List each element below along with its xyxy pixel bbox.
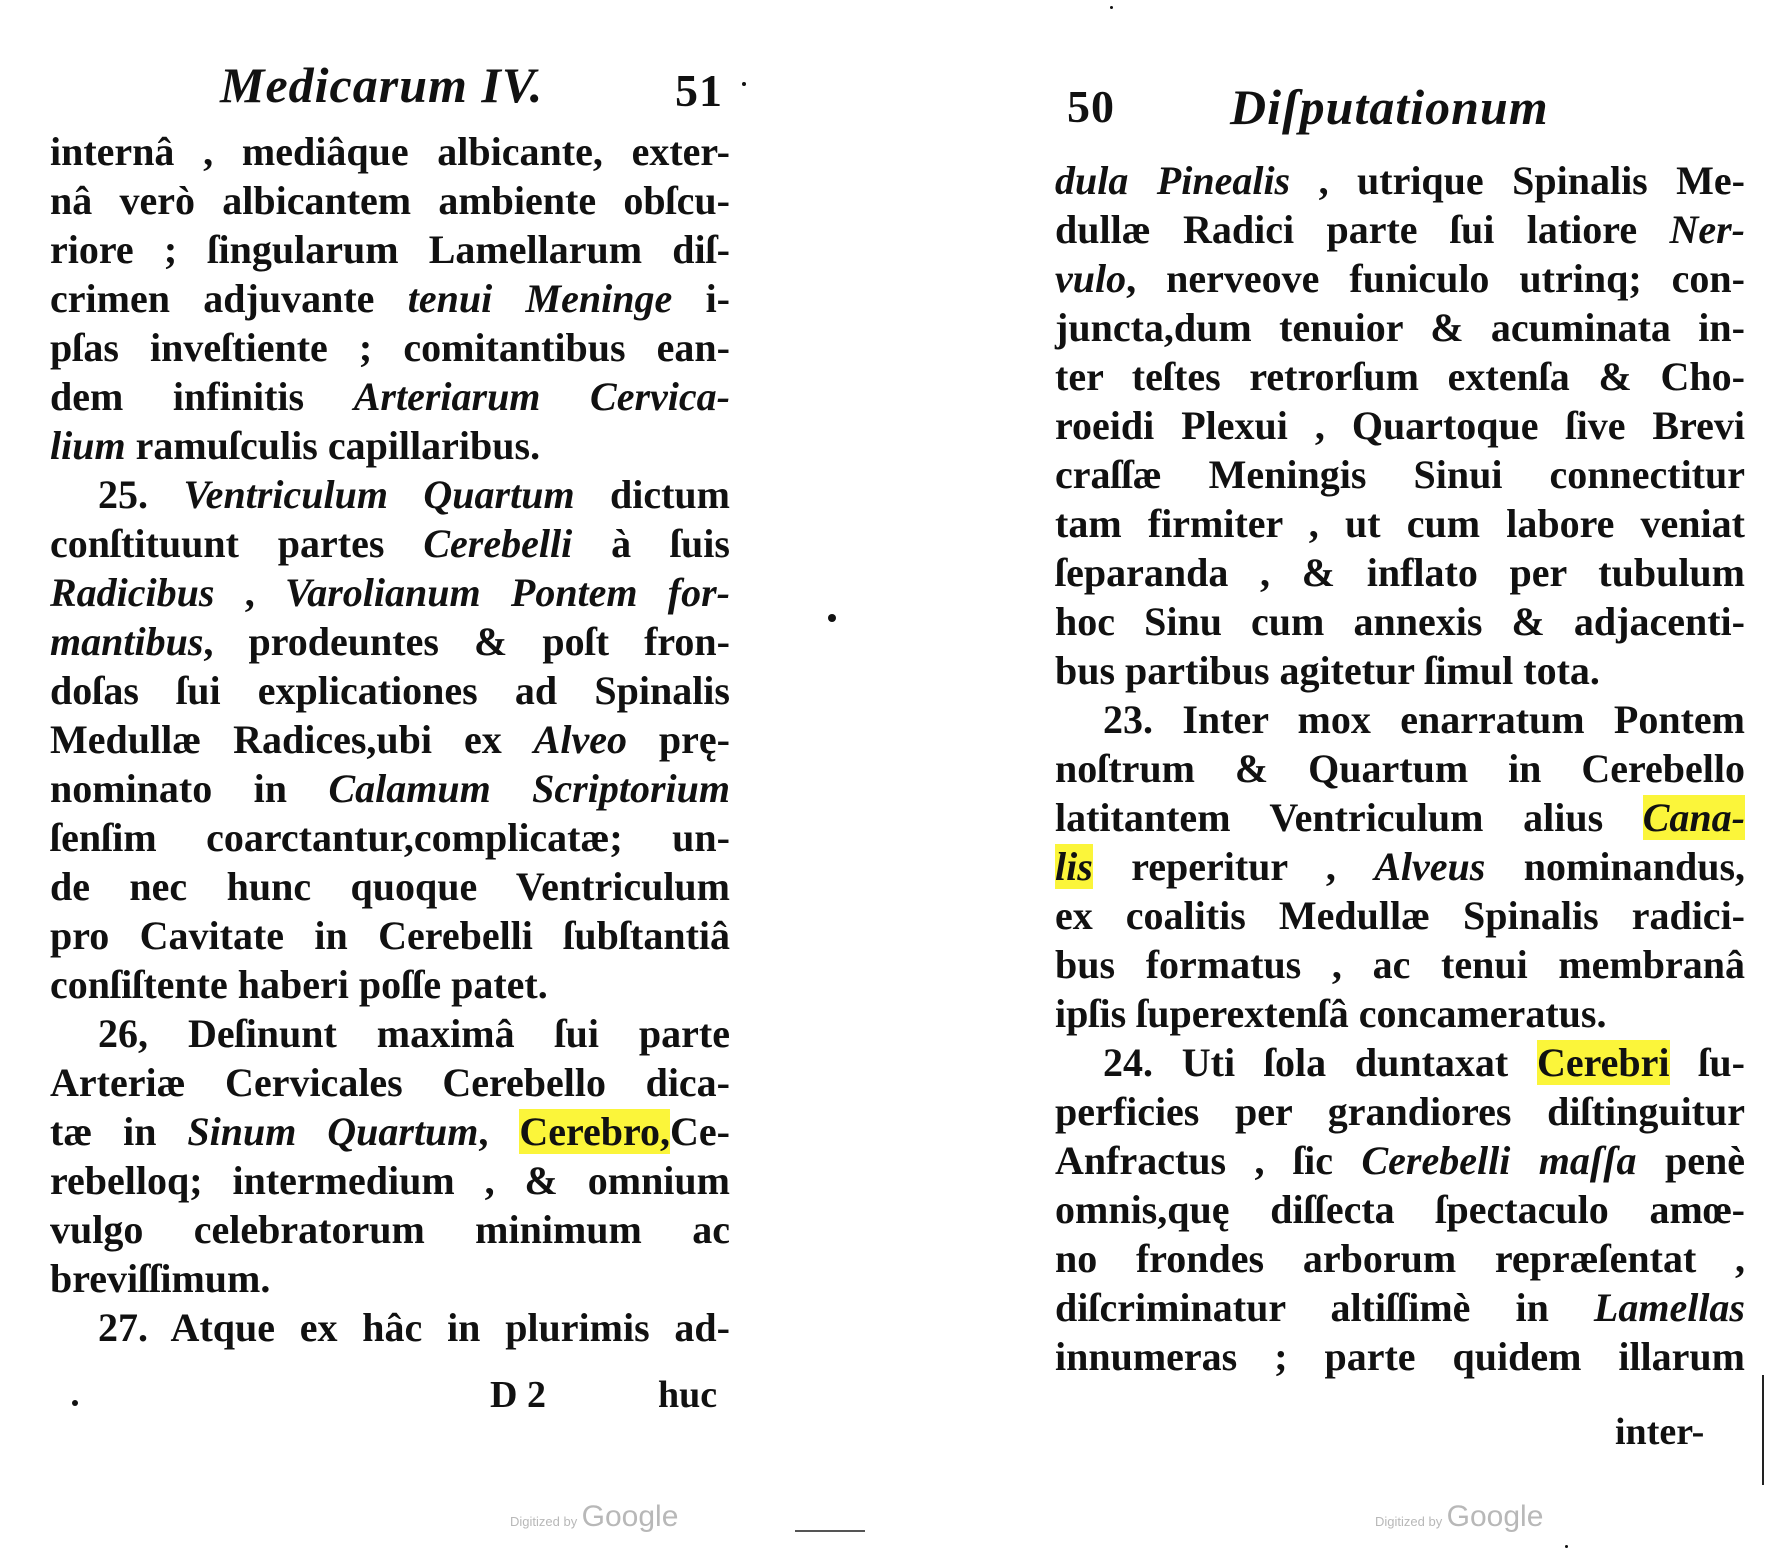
text-line: de nec hunc quoque Ventriculum (50, 864, 730, 909)
search-highlight: Cana- (1642, 795, 1745, 840)
text-line: ipſis ſuperextenſâ concameratus. (1055, 991, 1607, 1036)
text-line: perficies per grandiores diſtinguitur (1055, 1089, 1745, 1134)
running-title: Medicarum IV. (220, 57, 544, 113)
text-line: lis reperitur , Alveus nominandus, (1055, 844, 1746, 889)
search-highlight: Cerebro, (519, 1109, 671, 1154)
text-line: diſcriminatur altiſſimè in Lamellas (1055, 1285, 1745, 1330)
text-line: crimen adjuvante tenui Meninge i- (50, 276, 730, 321)
text-line: hoc Sinu cum annexis & adjacenti- (1055, 599, 1745, 644)
text-line: internâ , mediâque albicante, exter- (50, 129, 730, 174)
scan-speck (1110, 6, 1113, 9)
text-line: riore ; ſingularum Lamellarum diſ- (50, 227, 730, 272)
page-number: 51 (675, 65, 723, 116)
text-line: ſeparanda , & inflato per tubulum (1055, 550, 1745, 595)
text-line: vulgo celebratorum minimum ac (50, 1207, 730, 1252)
text-line: craſſæ Meningis Sinui connectitur (1055, 452, 1745, 497)
page-number: 50 (1067, 81, 1115, 132)
scan-speck (1565, 1545, 1568, 1548)
search-highlight: Cerebri (1537, 1040, 1670, 1085)
running-title: Diſputationum (1230, 79, 1549, 135)
page-edge-rule (1762, 1375, 1764, 1485)
text-line: 26, Deſinunt maximâ ſui parte (98, 1011, 730, 1056)
body-text (1055, 156, 1745, 1381)
text-line: rebelloq; intermedium , & omnium (50, 1158, 730, 1203)
text-line: innumeras ; parte quidem illarum (1055, 1334, 1745, 1379)
gutter-rule (795, 1530, 865, 1532)
text-line: conſiſtente haberi poſſe patet. (50, 962, 548, 1007)
text-line: 27. Atque ex hâc in plurimis ad- (98, 1305, 730, 1350)
text-line: omnis,quę diſſecta ſpectaculo amœ- (1055, 1187, 1745, 1232)
text-line: pro Cavitate in Cerebelli ſubſtantiâ (50, 913, 730, 958)
text-line: ex coalitis Medullæ Spinalis radici- (1055, 893, 1745, 938)
text-line: dullæ Radici parte ſui latiore Ner- (1055, 207, 1745, 252)
body-text (50, 127, 730, 1352)
text-line: conſtituunt partes Cerebelli à ſuis (50, 521, 730, 566)
text-line: ter teſtes retrorſum extenſa & Cho- (1055, 354, 1745, 399)
text-line: breviſſimum. (50, 1256, 271, 1301)
text-line: 23. Inter mox enarratum Pontem (1103, 697, 1745, 742)
text-line: tæ in Sinum Quartum, Cerebro,Ce- (50, 1109, 730, 1154)
digitized-watermark: Digitized by Google (510, 1500, 679, 1533)
text-line: 25. Ventriculum Quartum dictum (98, 472, 730, 517)
text-line: Radicibus , Varolianum Pontem for- (50, 570, 730, 615)
text-line: tam firmiter , ut cum labore veniat (1055, 501, 1745, 546)
search-highlight: lis (1055, 844, 1093, 889)
text-line: mantibus, prodeuntes & poſt fron- (50, 619, 730, 664)
text-line: Arteriæ Cervicales Cerebello dica- (50, 1060, 730, 1105)
text-line: nominato in Calamum Scriptorium (50, 766, 730, 811)
text-line: dula Pinealis , utrique Spinalis Me- (1055, 158, 1746, 203)
text-line: roeidi Plexui , Quartoque ſive Brevi (1055, 403, 1745, 448)
catchword: huc (658, 1374, 718, 1416)
text-line: pſas inveſtiente ; comitantibus ean- (50, 325, 730, 370)
text-line: noſtrum & Quartum in Cerebello (1055, 746, 1745, 791)
scan-speck (828, 614, 836, 622)
text-line: bus formatus , ac tenui membranâ (1055, 942, 1745, 987)
digitized-watermark: Digitized by Google (1375, 1500, 1544, 1533)
text-line: vulo, nerveove funiculo utrinq; con- (1055, 256, 1745, 301)
text-line: nâ verò albicantem ambiente obſcu- (50, 178, 730, 223)
text-line: dem infinitis Arteriarum Cervica- (50, 374, 730, 419)
catchword: inter- (1615, 1411, 1705, 1453)
text-line: no frondes arborum repræſentat , (1055, 1236, 1745, 1281)
text-line: Medullæ Radices,ubi ex Alveo prę- (50, 717, 730, 762)
text-line: doſas ſui explicationes ad Spinalis (50, 668, 730, 713)
text-line: latitantem Ventriculum alius Cana- (1055, 795, 1745, 840)
text-line: juncta,dum tenuior & acuminata in- (1055, 305, 1745, 350)
text-line: bus partibus agitetur ſimul tota. (1055, 648, 1600, 693)
text-line: lium ramuſculis capillaribus. (50, 423, 541, 468)
scan-speck (72, 1400, 78, 1406)
scan-speck (742, 82, 746, 86)
text-line: 24. Uti ſola duntaxat Cerebri ſu- (1103, 1040, 1745, 1085)
text-line: ſenſim coarctantur,complicatæ; un- (50, 815, 730, 860)
text-line: Anfractus , ſic Cerebelli maſſa penè (1055, 1138, 1746, 1183)
signature-mark: D 2 (490, 1374, 546, 1416)
